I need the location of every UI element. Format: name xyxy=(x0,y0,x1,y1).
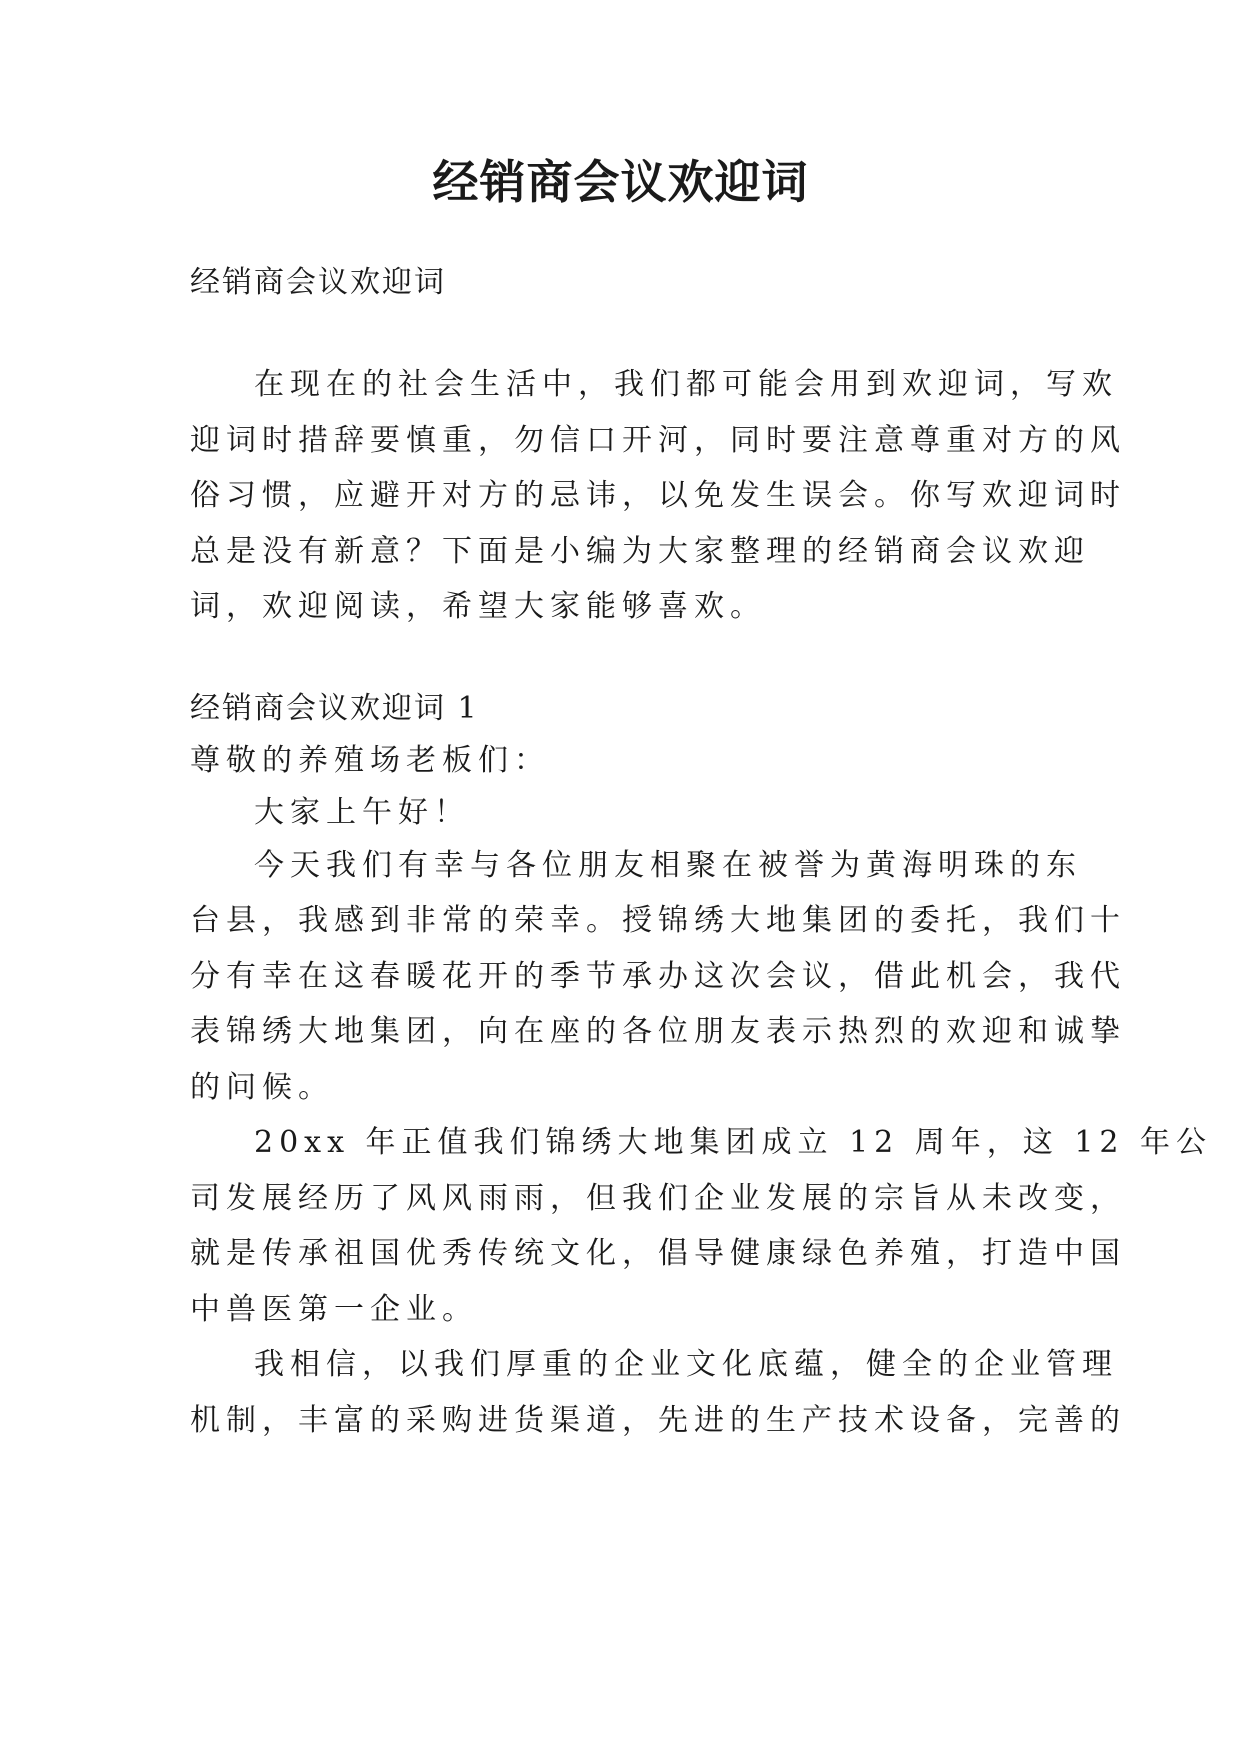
greeting: 大家上午好！ xyxy=(254,795,470,830)
para1-line-2: 台县，我感到非常的荣幸。授锦绣大地集团的委托，我们十 xyxy=(190,903,1126,938)
document-title: 经销商会议欢迎词 xyxy=(432,155,809,209)
para1-line-1: 今天我们有幸与各位朋友相聚在被誉为黄海明珠的东 xyxy=(254,848,1082,883)
section-heading: 经销商会议欢迎词 1 xyxy=(190,691,479,726)
intro-line-4: 总是没有新意？下面是小编为大家整理的经销商会议欢迎 xyxy=(190,534,1090,569)
para1-line-3: 分有幸在这春暖花开的季节承办这次会议，借此机会，我代 xyxy=(190,959,1126,994)
para2-line-2: 司发展经历了风风雨雨，但我们企业发展的宗旨从未改变， xyxy=(190,1181,1126,1216)
intro-line-1: 在现在的社会生活中，我们都可能会用到欢迎词，写欢 xyxy=(254,367,1118,402)
para2-line-1: 20xx 年正值我们锦绣大地集团成立 12 周年，这 12 年公 xyxy=(254,1125,1213,1160)
para2-line-3: 就是传承祖国优秀传统文化，倡导健康绿色养殖，打造中国 xyxy=(190,1236,1126,1271)
intro-line-3: 俗习惯，应避开对方的忌讳，以免发生误会。你写欢迎词时 xyxy=(190,478,1126,513)
document-subtitle: 经销商会议欢迎词 xyxy=(190,265,446,300)
intro-line-5: 词，欢迎阅读，希望大家能够喜欢。 xyxy=(190,589,766,624)
para2-line-4: 中兽医第一企业。 xyxy=(190,1292,478,1327)
para3-line-1: 我相信，以我们厚重的企业文化底蕴，健全的企业管理 xyxy=(254,1347,1118,1382)
intro-line-2: 迎词时措辞要慎重，勿信口开河，同时要注意尊重对方的风 xyxy=(190,423,1126,458)
para1-line-4: 表锦绣大地集团，向在座的各位朋友表示热烈的欢迎和诚挚 xyxy=(190,1014,1126,1049)
para3-line-2: 机制，丰富的采购进货渠道，先进的生产技术设备，完善的 xyxy=(190,1403,1126,1438)
salutation: 尊敬的养殖场老板们： xyxy=(190,743,550,778)
para1-line-5: 的问候。 xyxy=(190,1070,334,1105)
